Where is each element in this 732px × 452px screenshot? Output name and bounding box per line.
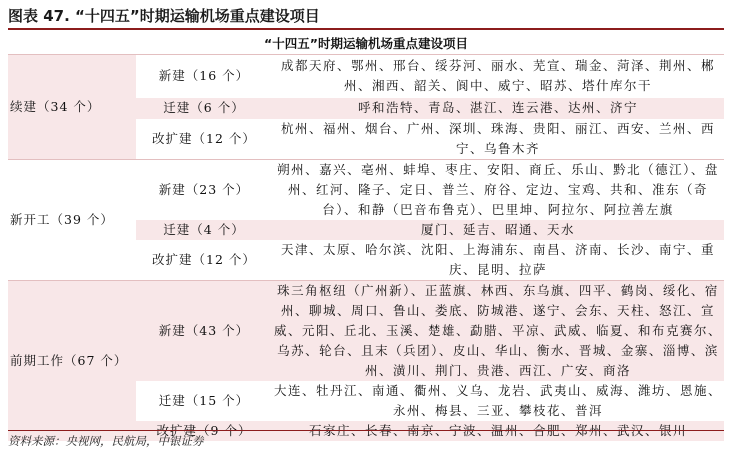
group-label-preliminary: 前期工作（67 个） xyxy=(8,281,136,442)
group-label-new-start: 新开工（39 个） xyxy=(8,160,136,281)
projects-table xyxy=(8,34,724,441)
row-label: 改扩建（9 个） xyxy=(136,421,272,441)
row-cities: 杭州、福州、烟台、广州、深圳、珠海、贵阳、丽江、西安、兰州、西宁、乌鲁木齐 xyxy=(272,119,724,160)
row-label: 迁建（15 个） xyxy=(136,381,272,421)
row-label: 改扩建（12 个） xyxy=(136,119,272,160)
bottom-rule xyxy=(8,430,724,431)
row-label: 新建（23 个） xyxy=(136,160,272,221)
row-label: 新建（43 个） xyxy=(136,281,272,382)
table-header: “十四五”时期运输机场重点建设项目 xyxy=(8,34,724,55)
row-cities: 成都天府、鄂州、邢台、绥芬河、丽水、芜宣、瑞金、菏泽、荆州、郴州、湘西、韶关、阆中、威宁、昭苏、塔什库尔干 xyxy=(272,55,724,98)
row-label: 迁建（6 个） xyxy=(136,98,272,119)
row-cities: 天津、太原、哈尔滨、沈阳、上海浦东、南昌、济南、长沙、南宁、重庆、昆明、拉萨 xyxy=(272,240,724,281)
row-label: 新建（16 个） xyxy=(136,55,272,98)
row-label: 迁建（4 个） xyxy=(136,220,272,240)
row-cities: 珠三角枢纽（广州新）、正蓝旗、林西、东乌旗、四平、鹤岗、绥化、宿州、聊城、周口、鲁山、娄底、防城港、遂宁、会东、天柱、怒江、宣威、元阳、丘北、玉溪、楚雄、勐腊、平凉、武威、临夏、和布克赛尔、乌苏、轮台、且末（兵团）、皮山、华山、衡水、晋城、金寨、淄博、滨州、潢川、荆门、贵港、西江、广安、商洛 xyxy=(272,281,724,382)
row-label: 改扩建（12 个） xyxy=(136,240,272,281)
row-cities: 朔州、嘉兴、亳州、蚌埠、枣庄、安阳、商丘、乐山、黔北（德江）、盘州、红河、隆子、定日、普兰、府谷、定边、宝鸡、共和、准东（奇台）、和静（巴音布鲁克）、巴里坤、阿拉尔、阿拉善左旗 xyxy=(272,160,724,221)
row-cities: 呼和浩特、青岛、湛江、连云港、达州、济宁 xyxy=(272,98,724,119)
row-cities: 厦门、延吉、昭通、天水 xyxy=(272,220,724,240)
source-note: 资料来源：央视网，民航局，中银证券 xyxy=(8,434,204,448)
row-cities: 石家庄、长春、南京、宁波、温州、合肥、郑州、武汉、银川 xyxy=(272,421,724,441)
row-cities: 大连、牡丹江、南通、衢州、义乌、龙岩、武夷山、威海、潍坊、恩施、永州、梅县、三亚、攀枝花、普洱 xyxy=(272,381,724,421)
figure-title: 图表 47. “十四五”时期运输机场重点建设项目 xyxy=(8,4,724,30)
group-label-continuing: 续建（34 个） xyxy=(8,55,136,160)
